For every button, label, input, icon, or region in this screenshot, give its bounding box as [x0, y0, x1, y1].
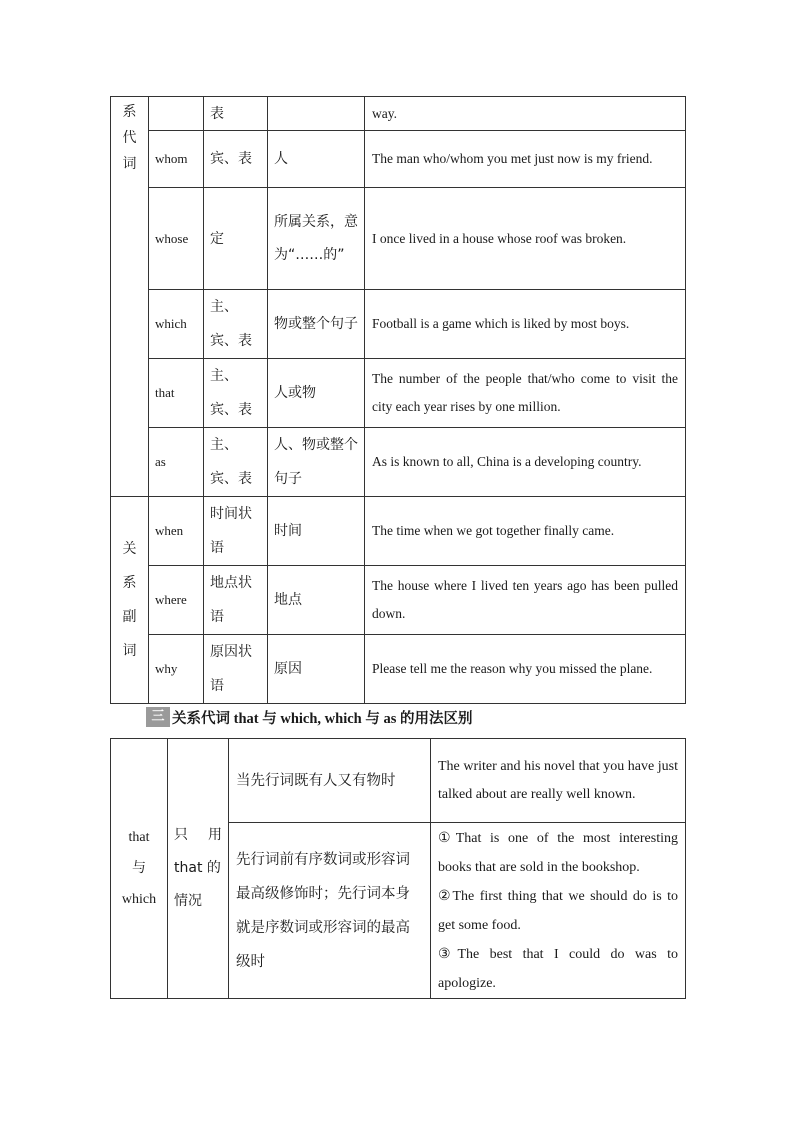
case-line: 只 用: [174, 827, 222, 843]
condition-cell: 先行词前有序数词或形容词最高级修饰时；先行词本身就是序数词或形容词的最高级时: [229, 823, 431, 999]
function-cell: 主、宾、表: [204, 428, 268, 497]
category-char: 代: [122, 130, 137, 146]
table-row: [111, 635, 686, 704]
table-row: [111, 566, 686, 635]
category-char: 系: [122, 575, 137, 591]
antecedent-cell: 原因: [268, 635, 365, 704]
case-line: that 的: [174, 860, 221, 876]
example-cell: The man who/whom you met just now is my friend.: [365, 131, 686, 188]
example-cell: The house where I lived ten years ago has been pulled down.: [365, 566, 686, 635]
word-cell: whom: [149, 131, 204, 188]
table-row: [111, 497, 686, 566]
category-char: 关: [122, 541, 137, 557]
table-row: [111, 131, 686, 188]
topic-line: 与: [132, 861, 146, 876]
section-title: 关系代词 that 与 which, which 与 as 的用法区别: [172, 710, 473, 727]
table-row: [111, 359, 686, 428]
word-cell: when: [149, 497, 204, 566]
antecedent-cell: 所属关系，意为“……的”: [268, 188, 365, 290]
word-cell: whose: [149, 188, 204, 290]
function-cell: 原因状语: [204, 635, 268, 704]
function-cell: 表: [204, 97, 268, 131]
function-cell: 地点状语: [204, 566, 268, 635]
example-sentence: ③The best that I could do was to apologize.: [438, 946, 678, 991]
example-sentence: ①That is one of the most interesting books that are sold in the bookshop.: [438, 830, 678, 875]
example-cell: [431, 823, 686, 999]
topic-line: which: [121, 892, 157, 907]
section-number-badge: 三: [146, 707, 170, 727]
function-cell: 宾、表: [204, 131, 268, 188]
category-char: 词: [122, 643, 137, 659]
table-row: [111, 290, 686, 359]
topic-line: that: [128, 830, 150, 845]
word-cell: [149, 97, 204, 131]
category-relative-pronoun: [111, 97, 149, 497]
antecedent-cell: 人: [268, 131, 365, 188]
antecedent-cell: 人、物或整个句子: [268, 428, 365, 497]
example-cell: The number of the people that/who come to visit the city each year rises by one million.: [365, 359, 686, 428]
word-cell: which: [149, 290, 204, 359]
function-cell: 主、宾、表: [204, 359, 268, 428]
relative-words-table: [110, 96, 686, 704]
case-only-that: [168, 739, 229, 999]
category-char: 词: [122, 156, 137, 172]
example-cell: As is known to all, China is a developing country.: [365, 428, 686, 497]
function-cell: 主、宾、表: [204, 290, 268, 359]
word-cell: why: [149, 635, 204, 704]
antecedent-cell: [268, 97, 365, 131]
example-cell: Please tell me the reason why you missed the plane.: [365, 635, 686, 704]
example-cell: The time when we got together finally came.: [365, 497, 686, 566]
example-cell: way.: [365, 97, 686, 131]
category-char: 副: [122, 609, 137, 625]
example-sentence: The writer and his novel that you have just talked about are really well known.: [438, 759, 678, 802]
example-cell: I once lived in a house whose roof was broken.: [365, 188, 686, 290]
function-cell: 时间状语: [204, 497, 268, 566]
word-cell: that: [149, 359, 204, 428]
table-row: [111, 188, 686, 290]
category-char: 系: [122, 104, 137, 120]
that-which-usage-table: [110, 738, 686, 999]
category-relative-adverb: [111, 497, 149, 704]
function-cell: 定: [204, 188, 268, 290]
antecedent-cell: 地点: [268, 566, 365, 635]
example-cell: Football is a game which is liked by most boys.: [365, 290, 686, 359]
table-row: [111, 739, 686, 823]
antecedent-cell: 物或整个句子: [268, 290, 365, 359]
case-line: 情况: [174, 893, 202, 909]
word-cell: as: [149, 428, 204, 497]
section-heading: [146, 706, 473, 728]
example-sentence: ②The first thing that we should do is to get some food.: [438, 888, 678, 933]
topic-that-vs-which: [111, 739, 168, 999]
table-row: [111, 428, 686, 497]
word-cell: where: [149, 566, 204, 635]
antecedent-cell: 人或物: [268, 359, 365, 428]
antecedent-cell: 时间: [268, 497, 365, 566]
table-row: [111, 97, 686, 131]
condition-cell: 当先行词既有人又有物时: [229, 739, 431, 823]
example-cell: [431, 739, 686, 823]
